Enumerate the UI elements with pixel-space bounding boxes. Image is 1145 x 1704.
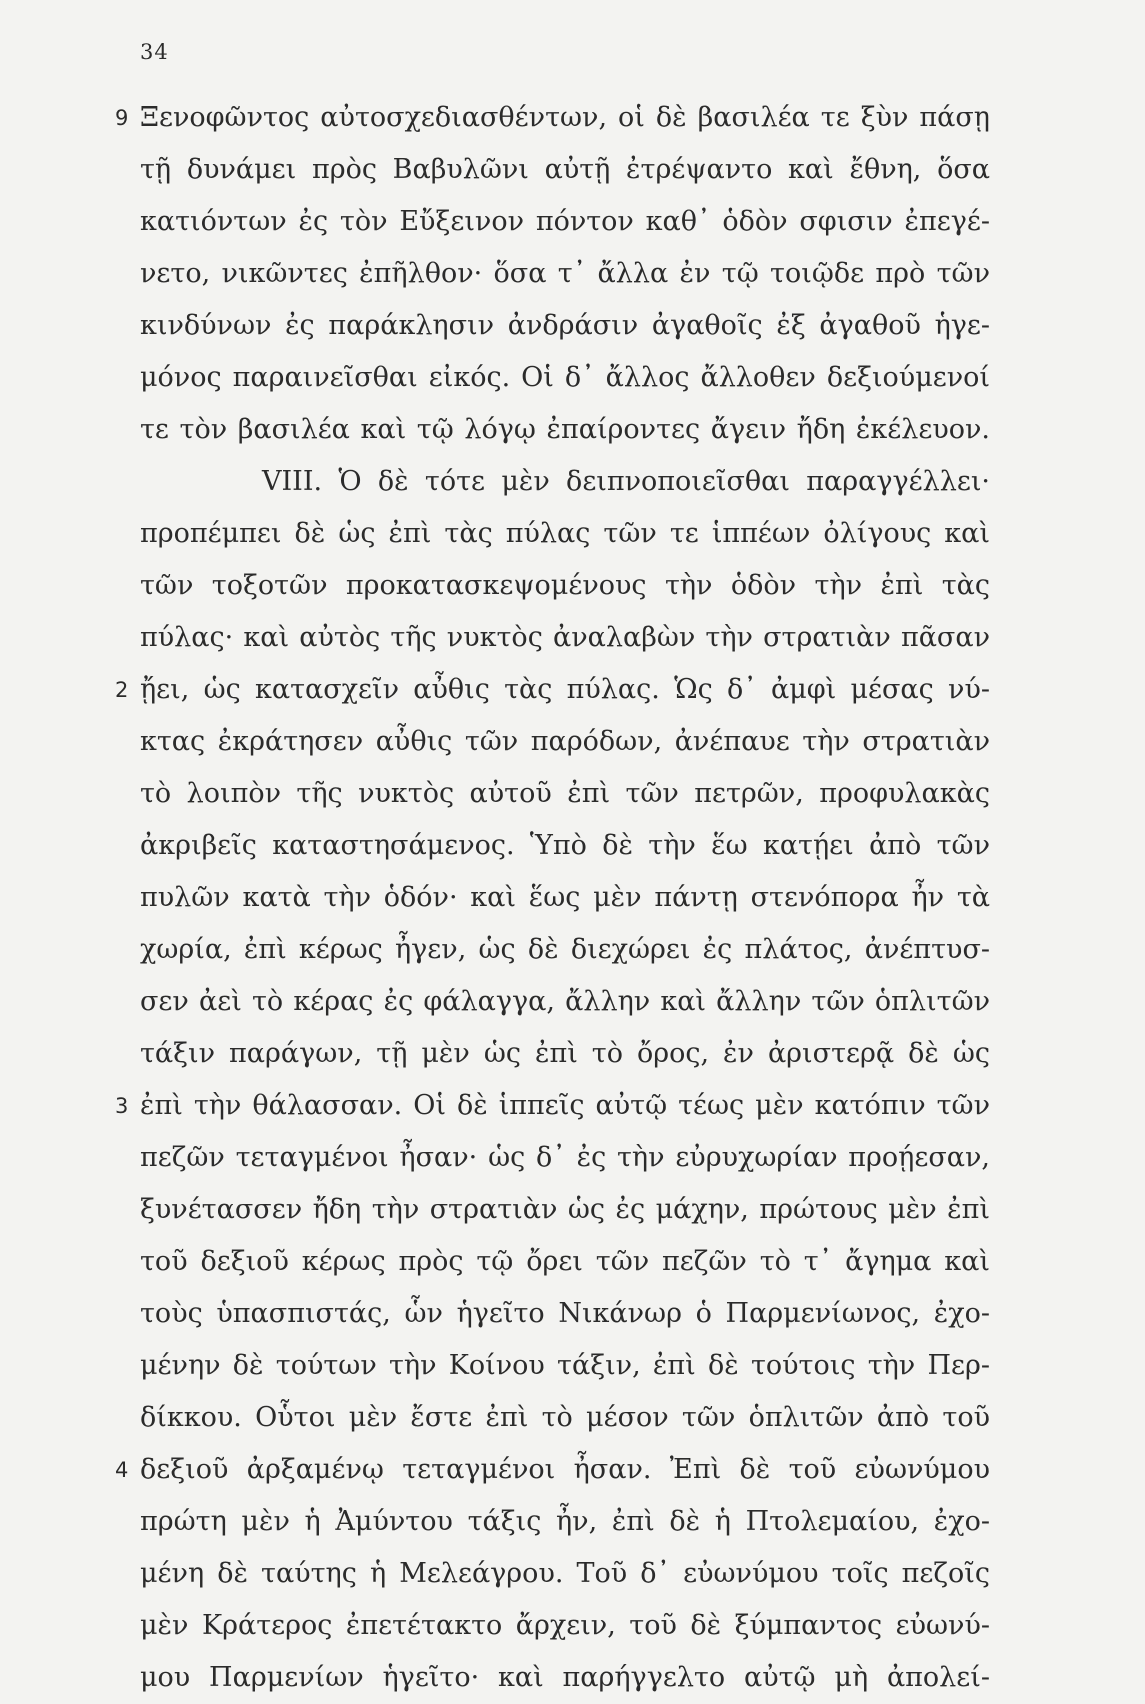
section-number: 4 <box>115 1458 129 1482</box>
text-line: κατιόντων ἐς τὸν Εὔξεινον πόντον καθ᾽ ὁδὸν σφισιν ἐπεγέ- <box>140 206 990 237</box>
text-line: 3 ἐπὶ τὴν θάλασσαν. Οἱ δὲ ἱππεῖς αὐτῷ τέως μὲν κατόπιν τῶν <box>140 1080 990 1132</box>
section-number: 9 <box>115 106 129 130</box>
text-line: δίκκου. Οὗτοι μὲν ἔστε ἐπὶ τὸ μέσον τῶν ὁπλιτῶν ἀπὸ τοῦ <box>140 1402 990 1433</box>
text-line: τοὺς ὑπασπιστάς, ὧν ἡγεῖτο Νικάνωρ ὁ Παρμενίωνος, ἐχο- <box>140 1298 990 1329</box>
text-line: τῶν τοξοτῶν προκατασκεψομένους τὴν ὁδὸν τὴν ἐπὶ τὰς <box>140 570 990 601</box>
text-line: ἀκριβεῖς καταστησάμενος. Ὑπὸ δὲ τὴν ἕω κατῄει ἀπὸ τῶν <box>140 830 990 861</box>
chapter-heading-line: VIII. Ὁ δὲ τότε μὲν δειπνοποιεῖσθαι παραγγέλλει· <box>262 466 990 497</box>
text-line: πεζῶν τεταγμένοι ἦσαν· ὡς δ᾽ ἐς τὴν εὐρυχωρίαν προῄεσαν, <box>140 1142 990 1173</box>
text-line: μόνος παραινεῖσθαι εἰκός. Οἱ δ᾽ ἄλλος ἄλλοθεν δεξιούμενοί <box>140 362 990 393</box>
text-line: χωρία, ἐπὶ κέρως ἦγεν, ὡς δὲ διεχώρει ἐς πλάτος, ἀνέπτυσ- <box>140 934 990 965</box>
text-line: 2 ᾔει, ὡς κατασχεῖν αὖθις τὰς πύλας. Ὡς δ᾽ ἀμφὶ μέσας νύ- <box>140 664 990 716</box>
text-line: σεν ἀεὶ τὸ κέρας ἐς φάλαγγα, ἄλλην καὶ ἄλλην τῶν ὁπλιτῶν <box>140 986 990 1017</box>
text-line: κτας ἐκράτησεν αὖθις τῶν παρόδων, ἀνέπαυε τὴν στρατιὰν <box>140 726 990 757</box>
section-number: 3 <box>115 1094 129 1118</box>
text-line: προπέμπει δὲ ὡς ἐπὶ τὰς πύλας τῶν τε ἱππέων ὀλίγους καὶ <box>140 518 990 549</box>
text-line: ξυνέτασσεν ἤδη τὴν στρατιὰν ὡς ἐς μάχην, πρώτους μὲν ἐπὶ <box>140 1194 990 1225</box>
text-line: 9 Ξενοφῶντος αὐτοσχεδιασθέντων, οἱ δὲ βασιλέα τε ξὺν πάσῃ <box>140 92 990 144</box>
greek-text-body <box>115 92 990 1704</box>
text-line: 4 δεξιοῦ ἀρξαμένῳ τεταγμένοι ἦσαν. Ἐπὶ δὲ τοῦ εὐωνύμου <box>140 1444 990 1496</box>
text-line: τὸ λοιπὸν τῆς νυκτὸς αὐτοῦ ἐπὶ τῶν πετρῶν, προφυλακὰς <box>140 778 990 809</box>
text-line: μὲν Κράτερος ἐπετέτακτο ἄρχειν, τοῦ δὲ ξύμπαντος εὐωνύ- <box>140 1610 990 1641</box>
text-line: τῇ δυνάμει πρὸς Βαβυλῶνι αὐτῇ ἐτρέψαντο καὶ ἔθνη, ὅσα <box>140 154 990 185</box>
text-line: πύλας· καὶ αὐτὸς τῆς νυκτὸς ἀναλαβὼν τὴν στρατιὰν πᾶσαν <box>140 622 990 653</box>
text-line: μου Παρμενίων ἡγεῖτο· καὶ παρήγγελτο αὐτῷ μὴ ἀπολεί- <box>140 1662 990 1693</box>
text-line: μένη δὲ ταύτης ἡ Μελεάγρου. Τοῦ δ᾽ εὐωνύμου τοῖς πεζοῖς <box>140 1558 990 1589</box>
text-line: πρώτη μὲν ἡ Ἀμύντου τάξις ἦν, ἐπὶ δὲ ἡ Πτολεμαίου, ἐχο- <box>140 1506 990 1537</box>
text-line: τε τὸν βασιλέα καὶ τῷ λόγῳ ἐπαίροντες ἄγειν ἤδη ἐκέλευον. <box>140 414 990 445</box>
text-line: νετο, νικῶντες ἐπῆλθον· ὅσα τ᾽ ἄλλα ἐν τῷ τοιῷδε πρὸ τῶν <box>140 258 990 289</box>
text-line: τάξιν παράγων, τῇ μὲν ὡς ἐπὶ τὸ ὄρος, ἐν ἀριστερᾷ δὲ ὡς <box>140 1038 990 1069</box>
text-line: κινδύνων ἐς παράκλησιν ἀνδράσιν ἀγαθοῖς ἐξ ἀγαθοῦ ἡγε- <box>140 310 990 341</box>
text-line: τοῦ δεξιοῦ κέρως πρὸς τῷ ὄρει τῶν πεζῶν τὸ τ᾽ ἄγημα καὶ <box>140 1246 990 1277</box>
text-line: πυλῶν κατὰ τὴν ὁδόν· καὶ ἕως μὲν πάντῃ στενόπορα ἦν τὰ <box>140 882 990 913</box>
page-number: 34 <box>140 40 169 64</box>
text-line: μένην δὲ τούτων τὴν Κοίνου τάξιν, ἐπὶ δὲ τούτοις τὴν Περ- <box>140 1350 990 1381</box>
section-number: 2 <box>115 678 129 702</box>
